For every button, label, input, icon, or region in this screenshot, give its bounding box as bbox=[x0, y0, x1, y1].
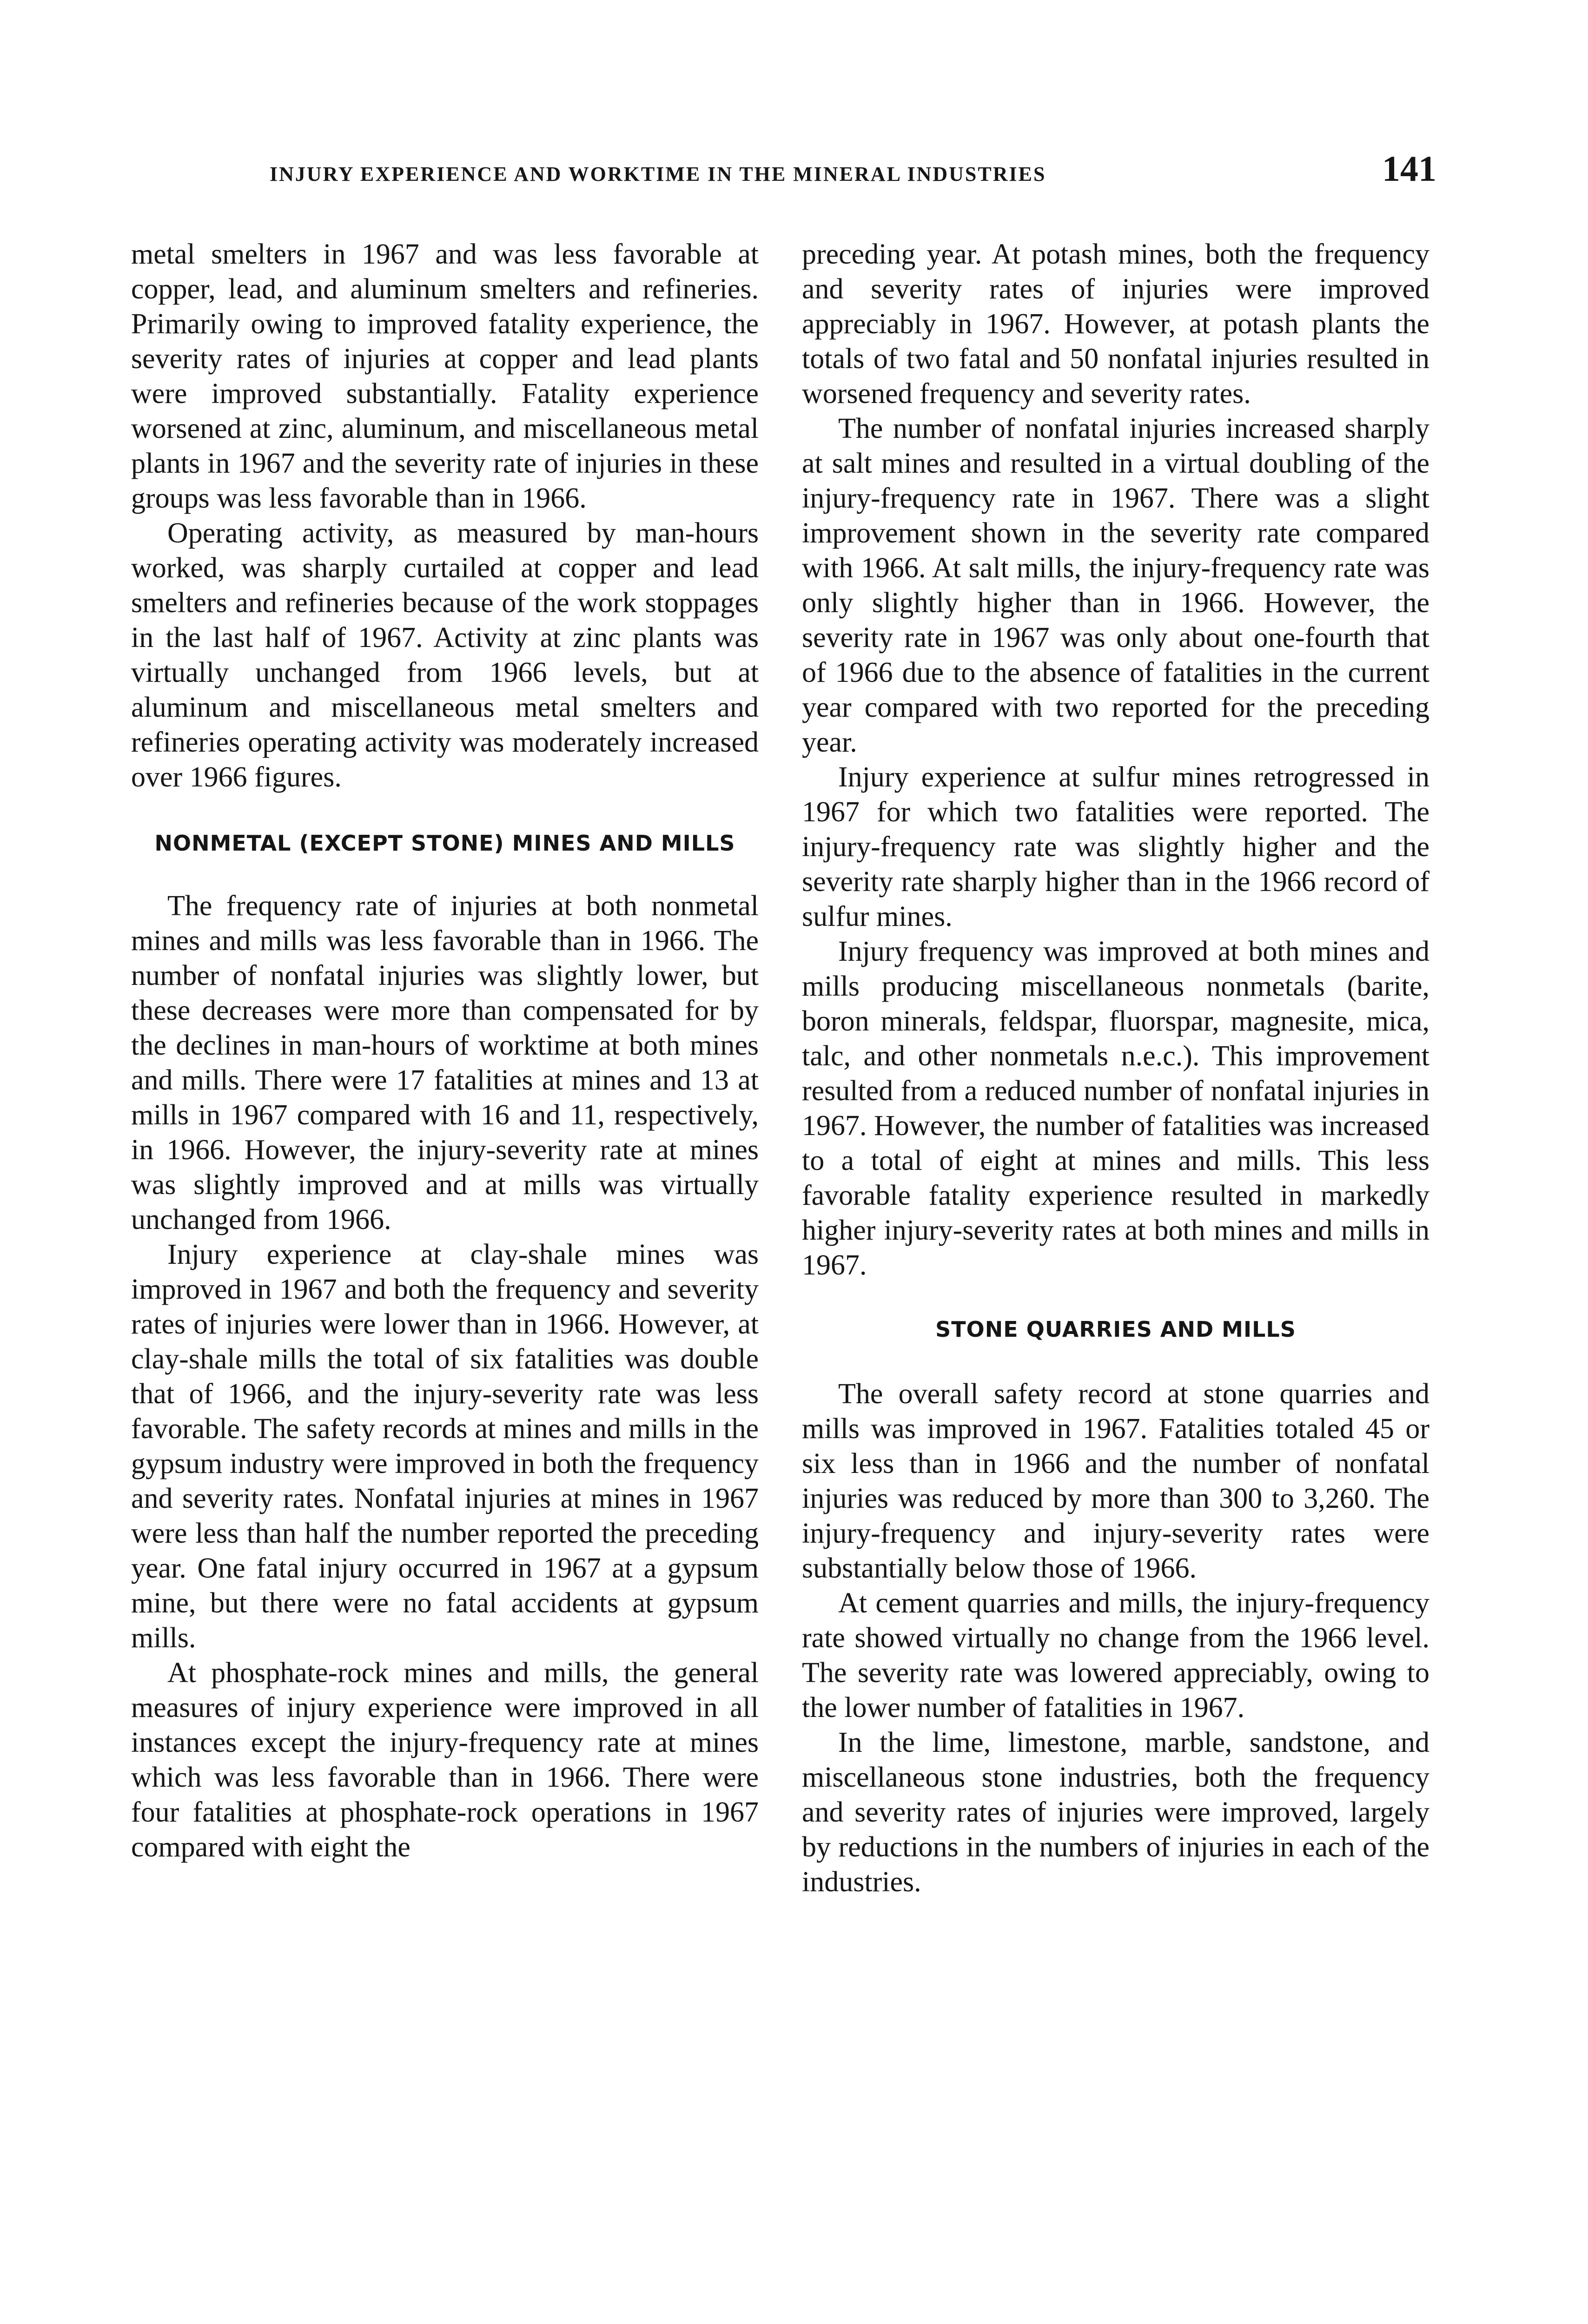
section-heading-nonmetal: NONMETAL (EXCEPT STONE) MINES AND MILLS bbox=[154, 831, 735, 856]
running-title: INJURY EXPERIENCE AND WORKTIME IN THE MINERAL INDUSTRIES bbox=[270, 163, 1046, 185]
running-header bbox=[270, 148, 1436, 194]
paragraph: The frequency rate of injuries at both nonmetal mines and mills was less favorable than in 1966. The number of nonfatal injuries was slightly lower, but these decreases were more than compensated for by the declines in man-hours of worktime at both mines and mills. There were 17 fatalities at mines and 13 at mills in 1967 compared with 16 and 11, respectively, in 1966. However, the injury-severity rate at mines was slightly improved and at mills was virtually unchanged from 1966. bbox=[131, 890, 759, 1235]
paragraph: Injury frequency was improved at both mines and mills producing miscellaneous nonmetals (barite, boron minerals, feldspar, fluorspar, magnesite, mica, talc, and other nonmetals n.e.c.). This improvement resulted from a reduced number of nonfatal injuries in 1967. However, the number of fatalities was increased to a total of eight at mines and mills. This less favorable fatality experience resulted in markedly higher injury-severity rates at both mines and mills in 1967. bbox=[802, 936, 1429, 1281]
left-column bbox=[131, 237, 759, 1865]
page-number: 141 bbox=[1382, 148, 1436, 189]
section-heading-stone: STONE QUARRIES AND MILLS bbox=[935, 1317, 1296, 1342]
paragraph: Injury experience at clay-shale mines was improved in 1967 and both the frequency and severity rates of injuries were lower than in 1966. However, at clay-shale mills the total of six fatalities was double that of 1966, and the injury-severity rate was less favorable. The safety records at mines and mills in the gypsum industry were improved in both the frequency and severity rates. Nonfatal injuries at mines in 1967 were less than half the number reported the preceding year. One fatal injury occurred in 1967 at a gypsum mine, but there were no fatal accidents at gypsum mills. bbox=[131, 1239, 759, 1654]
paragraph: metal smelters in 1967 and was less favorable at copper, lead, and aluminum smelters and refineries. Primarily owing to improved fatality experience, the severity rates of injuries at copper and lead plants were improved substantially. Fatality experience worsened at zinc, aluminum, and miscellaneous metal plants in 1967 and the severity rate of injuries in these groups was less favorable than in 1966. bbox=[131, 238, 759, 514]
paragraph: At phosphate-rock mines and mills, the general measures of injury experience were improved in all instances except the injury-frequency rate at mines which was less favorable than in 1966. There were four fatalities at phosphate-rock operations in 1967 compared with eight the bbox=[131, 1657, 759, 1863]
paragraph: Injury experience at sulfur mines retrogressed in 1967 for which two fatalities were reported. The injury-frequency rate was slightly higher and the severity rate sharply higher than in the 1966 record of sulfur mines. bbox=[802, 761, 1429, 932]
paragraph: In the lime, limestone, marble, sandstone, and miscellaneous stone industries, both the frequency and severity rates of injuries were improved, largely by reductions in the numbers of injuries in each of the industries. bbox=[802, 1727, 1429, 1898]
paragraph: preceding year. At potash mines, both the frequency and severity rates of injuries were improved appreciably in 1967. However, at potash plants the totals of two fatal and 50 nonfatal injuries resulted in worsened frequency and severity rates. bbox=[802, 238, 1429, 409]
paragraph: The overall safety record at stone quarries and mills was improved in 1967. Fatalities totaled 45 or six less than in 1966 and the number of nonfatal injuries was reduced by more than 300 to 3,260. The injury-frequency and injury-severity rates were substantially below those of 1966. bbox=[802, 1378, 1429, 1584]
paragraph: The number of nonfatal injuries increased sharply at salt mines and resulted in a virtual doubling of the injury-frequency rate in 1967. There was a slight improvement shown in the severity rate compared with 1966. At salt mills, the injury-frequency rate was only slightly higher than in 1966. However, the severity rate in 1967 was only about one-fourth that of 1966 due to the absence of fatalities in the current year compared with two reported for the preceding year. bbox=[802, 413, 1429, 758]
paragraph: At cement quarries and mills, the injury-frequency rate showed virtually no change from the 1966 level. The severity rate was lowered appreciably, owing to the lower number of fatalities in 1967. bbox=[802, 1587, 1429, 1723]
paragraph: Operating activity, as measured by man-hours worked, was sharply curtailed at copper and lead smelters and refineries because of the work stoppages in the last half of 1967. Activity at zinc plants was virtually unchanged from 1966 levels, but at aluminum and miscellaneous metal smelters and refineries operating activity was moderately increased over 1966 figures. bbox=[131, 517, 759, 793]
right-column bbox=[802, 237, 1429, 1900]
